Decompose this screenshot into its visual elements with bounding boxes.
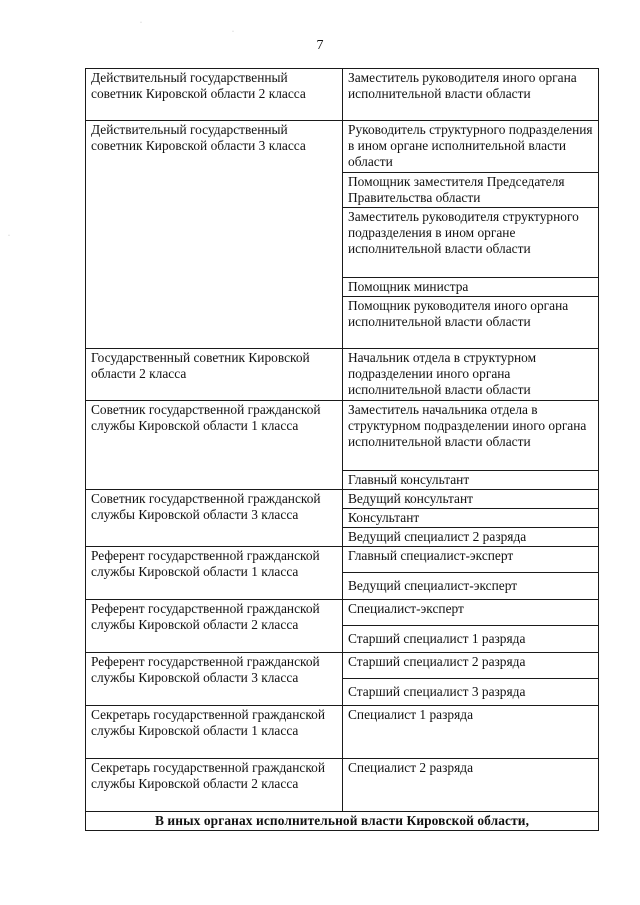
position-cell: Ведущий специалист-эксперт bbox=[343, 573, 599, 600]
table-row bbox=[86, 653, 599, 679]
ranks-positions-table bbox=[85, 68, 599, 831]
table-row bbox=[86, 600, 599, 626]
table-row bbox=[86, 401, 599, 471]
table-row bbox=[86, 349, 599, 401]
position-cell: Руководитель структурного подразделения в ином органе исполнительной власти области bbox=[343, 121, 599, 173]
rank-cell: Советник государственной гражданской службы Кировской области 3 класса bbox=[86, 490, 343, 547]
table-row bbox=[86, 490, 599, 509]
scan-speck: · bbox=[140, 20, 142, 26]
rank-cell: Действительный государственный советник Кировской области 2 класса bbox=[86, 69, 343, 121]
scan-speck: · bbox=[8, 233, 10, 239]
page-number: 7 bbox=[316, 38, 324, 53]
rank-cell: Референт государственной гражданской службы Кировской области 1 класса bbox=[86, 547, 343, 600]
table-row bbox=[86, 759, 599, 812]
position-cell: Главный консультант bbox=[343, 471, 599, 490]
position-cell: Главный специалист-эксперт bbox=[343, 547, 599, 573]
table-row bbox=[86, 69, 599, 121]
position-cell: Специалист 1 разряда bbox=[343, 706, 599, 759]
rank-cell: Действительный государственный советник Кировской области 3 класса bbox=[86, 121, 343, 349]
position-cell: Старший специалист 1 разряда bbox=[343, 626, 599, 653]
table-row bbox=[86, 121, 599, 173]
position-cell: Помощник руководителя иного органа исполнительной власти области bbox=[343, 297, 599, 349]
position-cell: Заместитель руководителя структурного подразделения в ином органе исполнительной власти области bbox=[343, 208, 599, 278]
position-cell: Ведущий консультант bbox=[343, 490, 599, 509]
position-cell: Заместитель руководителя иного органа исполнительной власти области bbox=[343, 69, 599, 121]
position-cell: Ведущий специалист 2 разряда bbox=[343, 528, 599, 547]
rank-cell: Референт государственной гражданской службы Кировской области 2 класса bbox=[86, 600, 343, 653]
position-cell: Старший специалист 2 разряда bbox=[343, 653, 599, 679]
position-cell: Старший специалист 3 разряда bbox=[343, 679, 599, 706]
section-heading: В иных органах исполнительной власти Кировской области, bbox=[86, 812, 599, 831]
table-row bbox=[86, 812, 599, 831]
position-cell: Начальник отдела в структурном подразделении иного органа исполнительной власти области bbox=[343, 349, 599, 401]
position-cell: Помощник заместителя Председателя Правительства области bbox=[343, 173, 599, 208]
rank-cell: Государственный советник Кировской области 2 класса bbox=[86, 349, 343, 401]
position-cell: Помощник министра bbox=[343, 278, 599, 297]
rank-cell: Референт государственной гражданской службы Кировской области 3 класса bbox=[86, 653, 343, 706]
rank-cell: Секретарь государственной гражданской службы Кировской области 1 класса bbox=[86, 706, 343, 759]
table-row bbox=[86, 706, 599, 759]
rank-cell: Советник государственной гражданской службы Кировской области 1 класса bbox=[86, 401, 343, 490]
table-row bbox=[86, 547, 599, 573]
position-cell: Специалист-эксперт bbox=[343, 600, 599, 626]
position-cell: Специалист 2 разряда bbox=[343, 759, 599, 812]
position-cell: Консультант bbox=[343, 509, 599, 528]
scan-speck: · bbox=[232, 29, 234, 35]
rank-cell: Секретарь государственной гражданской службы Кировской области 2 класса bbox=[86, 759, 343, 812]
position-cell: Заместитель начальника отдела в структурном подразделении иного органа исполнительной власти области bbox=[343, 401, 599, 471]
